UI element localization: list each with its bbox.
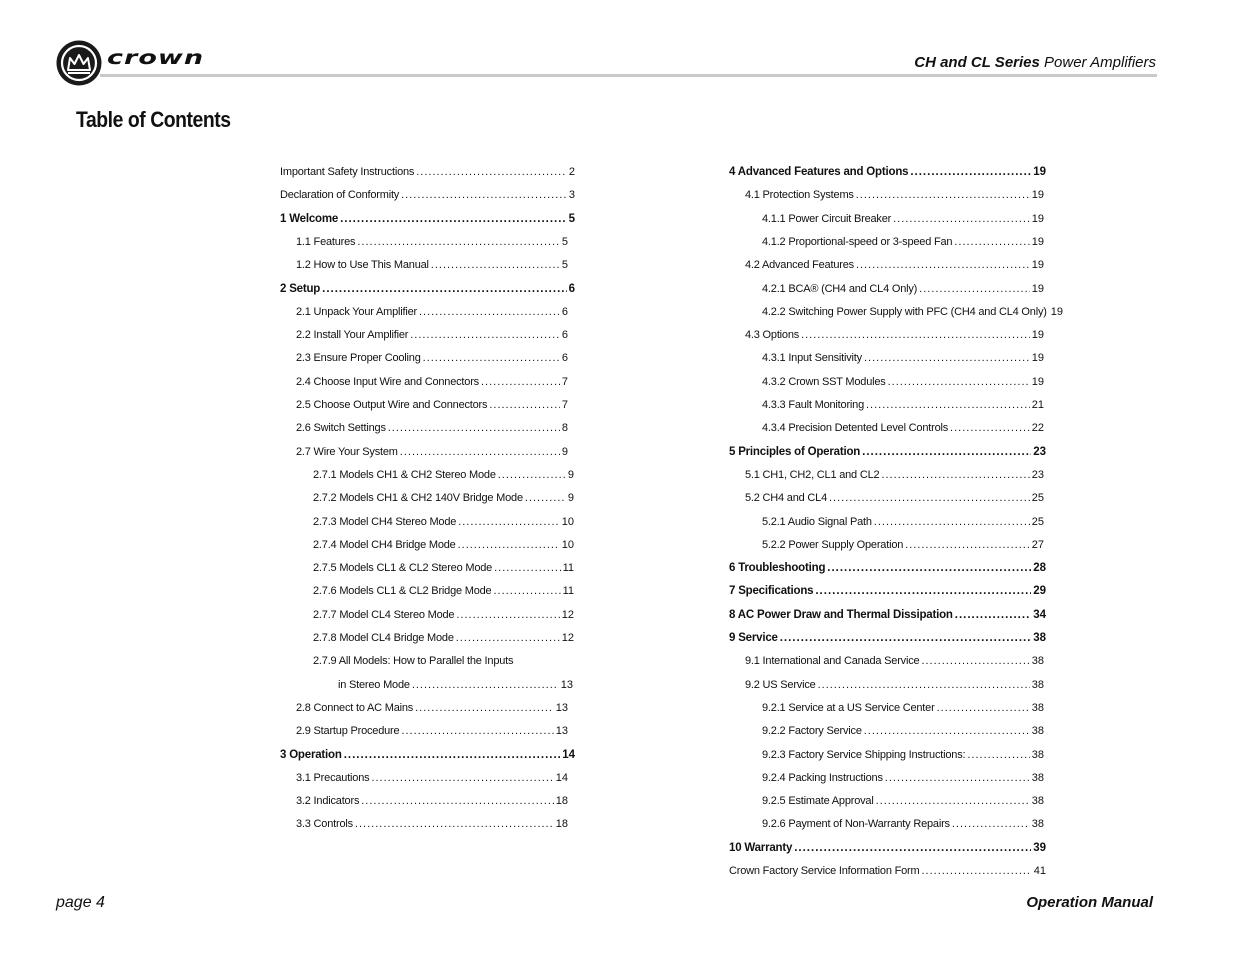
- toc-entry[interactable]: [280, 212, 575, 226]
- toc-leader-dots: [905, 538, 1030, 552]
- toc-entry-label: 2.7.7 Model CL4 Stereo Mode: [313, 608, 455, 621]
- toc-entry[interactable]: [280, 188, 575, 202]
- toc-entry-page: 6: [568, 282, 575, 295]
- toc-leader-dots: [415, 701, 554, 715]
- toc-entry-page: 2: [568, 166, 575, 178]
- toc-entry[interactable]: [313, 468, 574, 482]
- toc-leader-dots: [829, 491, 1030, 505]
- toc-entry-page: 21: [1031, 399, 1044, 411]
- page-title: Table of Contents: [76, 107, 231, 132]
- toc-leader-dots: [371, 771, 553, 785]
- toc-leader-dots: [322, 282, 566, 296]
- toc-entry-page: 38: [1031, 818, 1044, 831]
- toc-entry-label: 4.3.1 Input Sensitivity: [762, 352, 862, 365]
- toc-entry[interactable]: [762, 771, 1044, 785]
- toc-entry[interactable]: [296, 375, 568, 389]
- toc-leader-dots: [856, 258, 1030, 272]
- toc-entry-page: 10: [561, 515, 574, 528]
- toc-leader-dots: [780, 631, 1031, 645]
- toc-entry-page: 12: [561, 632, 574, 644]
- toc-entry-label: 3.2 Indicators: [296, 795, 360, 808]
- toc-entry-page: 29: [1033, 585, 1046, 598]
- series-title: [914, 54, 1156, 71]
- toc-entry-label: 2.7.1 Models CH1 & CH2 Stereo Mode: [313, 468, 496, 481]
- toc-entry-label: 9 Service: [729, 632, 778, 644]
- toc-entry-page: 23: [1033, 445, 1046, 458]
- toc-entry-page: 12: [561, 608, 574, 621]
- toc-entry-page: 9: [567, 468, 574, 481]
- toc-leader-dots: [456, 631, 560, 645]
- toc-entry[interactable]: [313, 538, 574, 552]
- crown-logo-icon: [55, 39, 103, 87]
- toc-entry-page: 13: [560, 678, 573, 691]
- toc-entry-label: 1.1 Features: [296, 235, 356, 248]
- toc-leader-dots: [489, 398, 560, 412]
- toc-entry[interactable]: [338, 678, 573, 692]
- toc-entry-label: 9.2.3 Factory Service Shipping Instructions:: [762, 748, 966, 761]
- toc-entry-page: 19: [1031, 212, 1044, 225]
- toc-entry-page: 9: [561, 445, 568, 458]
- toc-entry-label: in Stereo Mode: [338, 678, 410, 691]
- toc-entry[interactable]: [762, 724, 1044, 738]
- toc-entry-label: 9.2.4 Packing Instructions: [762, 771, 883, 784]
- toc-entry[interactable]: [313, 584, 574, 598]
- toc-entry[interactable]: [762, 817, 1044, 831]
- toc-leader-dots: [340, 212, 567, 226]
- toc-entry-label: 2.7 Wire Your System: [296, 445, 398, 458]
- toc-entry[interactable]: [296, 328, 568, 342]
- toc-leader-dots: [388, 421, 560, 435]
- toc-entry-page: 19: [1031, 189, 1044, 202]
- toc-leader-dots: [494, 561, 560, 575]
- toc-entry[interactable]: [762, 305, 1063, 319]
- toc-entry-page: 3: [568, 189, 575, 202]
- toc-entry-label: 9.2 US Service: [745, 678, 816, 691]
- toc-entry[interactable]: [745, 258, 1044, 272]
- toc-entry[interactable]: [313, 491, 574, 505]
- toc-leader-dots: [458, 538, 560, 552]
- toc-leader-dots: [856, 188, 1030, 202]
- toc-entry-page: 5: [561, 235, 568, 248]
- toc-entry[interactable]: [762, 235, 1044, 249]
- toc-entry-label: 10 Warranty: [729, 841, 793, 854]
- toc-entry[interactable]: [729, 584, 1046, 598]
- toc-leader-dots: [893, 212, 1030, 226]
- toc-entry-label: 4.3.2 Crown SST Modules: [762, 375, 886, 388]
- toc-entry-page: 28: [1033, 562, 1046, 575]
- toc-entry[interactable]: [296, 794, 568, 808]
- toc-leader-dots: [400, 445, 560, 459]
- toc-leader-dots: [888, 375, 1030, 389]
- toc-entry-page: 7: [561, 399, 568, 411]
- toc-entry-page: 11: [562, 562, 574, 575]
- toc-entry[interactable]: [313, 654, 574, 668]
- toc-entry[interactable]: [296, 445, 568, 459]
- toc-entry[interactable]: [280, 165, 575, 179]
- toc-entry-page: 41: [1033, 865, 1046, 877]
- toc-leader-dots: [881, 468, 1029, 482]
- toc-entry-label: 4.2.1 BCA® (CH4 and CL4 Only): [762, 282, 918, 295]
- toc-entry-label: 5.1 CH1, CH2, CL1 and CL2: [745, 468, 880, 481]
- toc-leader-dots: [885, 771, 1030, 785]
- toc-entry-label: 2.7.3 Model CH4 Stereo Mode: [313, 515, 457, 528]
- toc-entry[interactable]: [296, 235, 568, 249]
- toc-entry[interactable]: [745, 678, 1044, 692]
- toc-entry-label: 9.1 International and Canada Service: [745, 655, 920, 668]
- toc-entry[interactable]: [762, 375, 1044, 389]
- toc-entry[interactable]: [762, 794, 1044, 808]
- toc-entry-page: 38: [1031, 655, 1044, 668]
- toc-leader-dots: [456, 608, 559, 622]
- series-title-rest: Power Amplifiers: [1039, 54, 1156, 71]
- series-title-bold: CH and CL Series: [914, 54, 1040, 71]
- toc-leader-dots: [818, 678, 1030, 692]
- toc-entry-label: 5 Principles of Operation: [729, 445, 861, 458]
- toc-leader-dots: [493, 584, 560, 598]
- toc-entry-label: 3 Operation: [280, 748, 342, 761]
- toc-entry-page: 38: [1031, 701, 1044, 714]
- toc-entry-page: 6: [561, 352, 568, 365]
- toc-entry-page: 9: [567, 492, 574, 505]
- toc-leader-dots: [921, 864, 1031, 878]
- toc-leader-dots: [431, 258, 560, 272]
- toc-entry-page: 5: [561, 259, 568, 272]
- toc-entry[interactable]: [745, 654, 1044, 668]
- toc-leader-dots: [919, 282, 1030, 296]
- toc-entry-page: 23: [1031, 468, 1044, 481]
- toc-entry-label: 2.2 Install Your Amplifier: [296, 329, 409, 342]
- toc-entry[interactable]: [296, 724, 568, 738]
- toc-entry-page: 38: [1031, 678, 1044, 691]
- toc-entry-page: 38: [1031, 725, 1044, 738]
- toc-entry-page: 38: [1031, 771, 1044, 784]
- toc-entry[interactable]: [729, 561, 1046, 575]
- toc-entry[interactable]: [729, 608, 1046, 622]
- toc-entry-page: 11: [562, 585, 574, 598]
- toc-entry-label: 8 AC Power Draw and Thermal Dissipation: [729, 608, 953, 621]
- toc-entry-label: 4.2 Advanced Features: [745, 259, 854, 272]
- toc-entry-label: 5.2.1 Audio Signal Path: [762, 515, 872, 528]
- toc-entry-label: 9.2.5 Estimate Approval: [762, 795, 874, 808]
- toc-entry-page: 18: [555, 818, 568, 831]
- toc-entry-label: Crown Factory Service Information Form: [729, 865, 920, 877]
- toc-entry-page: 19: [1031, 235, 1044, 248]
- toc-entry-label: 2.7.2 Models CH1 & CH2 140V Bridge Mode: [313, 492, 523, 505]
- toc-entry-label: 2 Setup: [280, 282, 321, 295]
- toc-entry[interactable]: [313, 515, 574, 529]
- toc-entry-label: 9.2.6 Payment of Non-Warranty Repairs: [762, 818, 950, 831]
- toc-entry[interactable]: [762, 398, 1044, 412]
- toc-entry[interactable]: [762, 748, 1044, 762]
- toc-entry[interactable]: [296, 421, 568, 435]
- toc-entry-page: 19: [1033, 166, 1046, 178]
- footer-manual-title: Operation Manual: [1026, 894, 1153, 911]
- toc-entry-label: 2.4 Choose Input Wire and Connectors: [296, 375, 479, 388]
- toc-entry-page: 38: [1033, 632, 1046, 644]
- toc-entry-label: 2.7.9 All Models: How to Parallel the Inputs: [313, 655, 514, 668]
- toc-leader-dots: [423, 351, 560, 365]
- toc-leader-dots: [815, 584, 1031, 598]
- toc-leader-dots: [862, 445, 1031, 459]
- toc-entry[interactable]: [762, 351, 1044, 365]
- toc-entry[interactable]: [762, 421, 1044, 435]
- toc-entry[interactable]: [745, 491, 1044, 505]
- toc-leader-dots: [954, 235, 1029, 249]
- toc-entry-label: 3.3 Controls: [296, 818, 353, 831]
- toc-entry-page: 14: [555, 771, 568, 784]
- toc-entry[interactable]: [313, 631, 574, 645]
- toc-entry-page: 19: [1031, 329, 1044, 342]
- toc-entry[interactable]: [729, 445, 1046, 459]
- brand-wordmark: crown: [107, 46, 205, 69]
- toc-entry[interactable]: [296, 771, 568, 785]
- toc-entry[interactable]: [729, 631, 1046, 645]
- toc-entry[interactable]: [729, 165, 1046, 179]
- toc-entry-page: 14: [562, 748, 575, 761]
- toc-entry-page: 25: [1031, 515, 1044, 528]
- toc-leader-dots: [401, 188, 567, 202]
- toc-entry-label: 5.2.2 Power Supply Operation: [762, 538, 904, 551]
- toc-entry[interactable]: [729, 841, 1046, 855]
- toc-leader-dots: [874, 515, 1030, 529]
- toc-leader-dots: [416, 165, 567, 179]
- toc-entry-label: 2.9 Startup Procedure: [296, 725, 400, 738]
- toc-entry[interactable]: [296, 305, 568, 319]
- toc-entry[interactable]: [745, 188, 1044, 202]
- toc-entry[interactable]: [313, 608, 574, 622]
- toc-entry-label: 2.7.8 Model CL4 Bridge Mode: [313, 632, 454, 644]
- toc-entry[interactable]: [296, 398, 568, 412]
- toc-entry[interactable]: [296, 701, 568, 715]
- toc-entry[interactable]: [745, 468, 1044, 482]
- toc-entry-label: 4 Advanced Features and Options: [729, 166, 909, 178]
- toc-entry-label: 4.2.2 Switching Power Supply with PFC (CH4 and CL4 Only): [762, 305, 1047, 318]
- toc-entry-label: Declaration of Conformity: [280, 189, 400, 202]
- toc-entry-label: 2.7.6 Models CL1 & CL2 Bridge Mode: [313, 585, 492, 598]
- toc-entry-label: 2.1 Unpack Your Amplifier: [296, 305, 417, 318]
- toc-entry-label: 4.1.2 Proportional-speed or 3-speed Fan: [762, 235, 953, 248]
- toc-entry-page: 10: [561, 538, 574, 551]
- toc-entry-label: 9.2.1 Service at a US Service Center: [762, 701, 935, 714]
- toc-entry-page: 38: [1031, 795, 1044, 808]
- toc-leader-dots: [361, 794, 554, 808]
- toc-leader-dots: [344, 748, 561, 762]
- footer-page-number: page 4: [56, 894, 105, 911]
- toc-leader-dots: [864, 351, 1030, 365]
- toc-entry-label: 4.3.3 Fault Monitoring: [762, 399, 864, 411]
- toc-entry-label: 9.2.2 Factory Service: [762, 725, 862, 738]
- toc-leader-dots: [876, 794, 1030, 808]
- toc-leader-dots: [910, 165, 1031, 179]
- toc-leader-dots: [458, 515, 560, 529]
- toc-entry-page: 34: [1033, 608, 1046, 621]
- toc-entry-label: 6 Troubleshooting: [729, 562, 826, 575]
- toc-entry-page: 18: [555, 795, 568, 808]
- toc-leader-dots: [355, 817, 554, 831]
- toc-entry-page: 13: [555, 701, 568, 714]
- toc-entry-page: 27: [1031, 538, 1044, 551]
- toc-entry[interactable]: [296, 258, 568, 272]
- toc-leader-dots: [864, 724, 1030, 738]
- toc-leader-dots: [419, 305, 560, 319]
- toc-entry[interactable]: [762, 282, 1044, 296]
- toc-entry-label: 2.8 Connect to AC Mains: [296, 701, 414, 714]
- toc-leader-dots: [827, 561, 1031, 575]
- toc-entry-page: 25: [1031, 492, 1044, 505]
- toc-entry[interactable]: [729, 864, 1046, 878]
- toc-entry-label: 5.2 CH4 and CL4: [745, 492, 827, 505]
- toc-entry[interactable]: [762, 212, 1044, 226]
- toc-leader-dots: [412, 678, 559, 692]
- toc-leader-dots: [401, 724, 553, 738]
- toc-entry[interactable]: [296, 351, 568, 365]
- toc-entry-page: 38: [1031, 748, 1044, 761]
- toc-leader-dots: [525, 491, 566, 505]
- toc-leader-dots: [937, 701, 1030, 715]
- toc-leader-dots: [410, 328, 560, 342]
- toc-leader-dots: [801, 328, 1030, 342]
- toc-leader-dots: [952, 817, 1030, 831]
- toc-entry-page: 19: [1031, 259, 1044, 272]
- toc-entry-page: 7: [561, 375, 568, 388]
- toc-entry-page: 5: [568, 212, 575, 225]
- toc-entry[interactable]: [296, 817, 568, 831]
- toc-leader-dots: [794, 841, 1031, 855]
- toc-entry[interactable]: [762, 701, 1044, 715]
- toc-leader-dots: [481, 375, 560, 389]
- toc-entry[interactable]: [762, 515, 1044, 529]
- toc-entry-label: 2.7.4 Model CH4 Bridge Mode: [313, 538, 456, 551]
- toc-entry-page: 6: [561, 305, 568, 318]
- toc-entry-label: 4.1.1 Power Circuit Breaker: [762, 212, 892, 225]
- toc-entry-page: 19: [1031, 282, 1044, 295]
- toc-entry-label: 1 Welcome: [280, 212, 339, 225]
- toc-entry-label: 4.3 Options: [745, 329, 800, 342]
- header-rule: [100, 74, 1157, 77]
- toc-entry-label: 2.5 Choose Output Wire and Connectors: [296, 399, 488, 411]
- toc-entry[interactable]: [280, 282, 575, 296]
- toc-leader-dots: [967, 748, 1029, 762]
- toc-entry-page: 8: [561, 422, 568, 435]
- toc-entry[interactable]: [745, 328, 1044, 342]
- toc-leader-dots: [950, 421, 1030, 435]
- toc-entry-label: Important Safety Instructions: [280, 166, 415, 178]
- toc-entry[interactable]: [762, 538, 1044, 552]
- toc-entry-label: 1.2 How to Use This Manual: [296, 259, 429, 272]
- toc-entry-page: 22: [1031, 422, 1044, 435]
- toc-leader-dots: [357, 235, 560, 249]
- toc-leader-dots: [955, 608, 1031, 622]
- toc-entry[interactable]: [313, 561, 574, 575]
- toc-entry-page: 19: [1050, 305, 1063, 318]
- toc-entry[interactable]: [280, 748, 575, 762]
- toc-entry-label: 2.7.5 Models CL1 & CL2 Stereo Mode: [313, 562, 493, 575]
- toc-entry-page: 6: [561, 329, 568, 342]
- toc-entry-label: 4.3.4 Precision Detented Level Controls: [762, 422, 949, 435]
- toc-entry-page: 19: [1031, 352, 1044, 365]
- toc-leader-dots: [921, 654, 1029, 668]
- toc-entry-label: 3.1 Precautions: [296, 771, 370, 784]
- toc-leader-dots: [866, 398, 1030, 412]
- toc-entry-label: 2.3 Ensure Proper Cooling: [296, 352, 421, 365]
- toc-entry-page: 13: [555, 725, 568, 738]
- toc-leader-dots: [498, 468, 566, 482]
- toc-entry-page: 19: [1031, 375, 1044, 388]
- toc-entry-label: 2.6 Switch Settings: [296, 422, 386, 435]
- toc-entry-label: 4.1 Protection Systems: [745, 189, 854, 202]
- toc-entry-page: 39: [1033, 841, 1046, 854]
- toc-entry-label: 7 Specifications: [729, 585, 814, 598]
